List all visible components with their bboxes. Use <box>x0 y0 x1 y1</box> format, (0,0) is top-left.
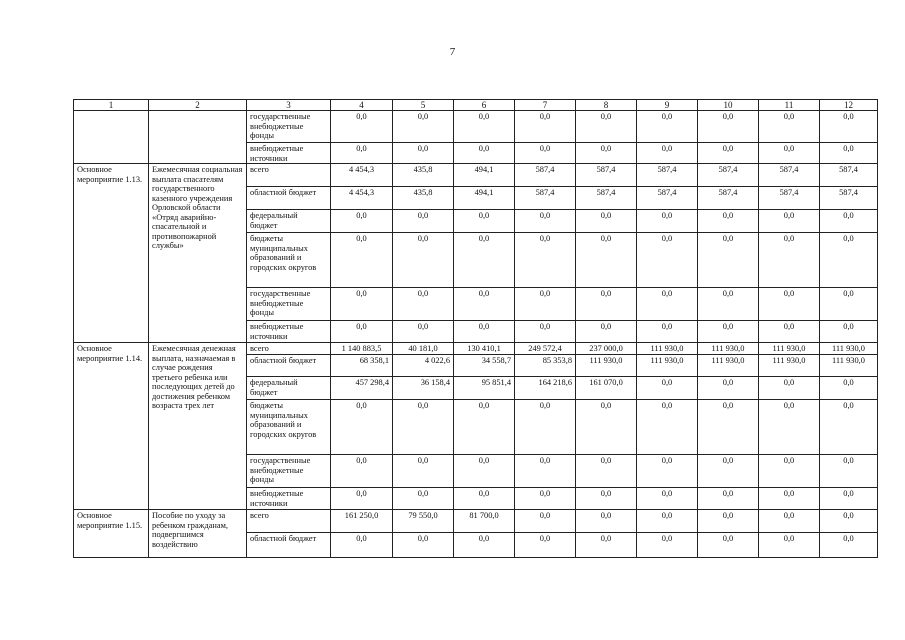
amount-cell: 0,0 <box>820 321 878 343</box>
budget-table <box>73 99 878 558</box>
amount-cell: 79 550,0 <box>393 510 454 533</box>
amount-cell: 111 930,0 <box>698 355 759 377</box>
amount-cell: 0,0 <box>515 288 576 321</box>
amount-cell: 0,0 <box>698 143 759 164</box>
amount-cell: 0,0 <box>331 400 393 455</box>
amount-cell: 36 158,4 <box>393 377 454 400</box>
amount-cell: 0,0 <box>576 233 637 288</box>
amount-cell: 0,0 <box>698 233 759 288</box>
funding-source-cell: внебюджетные источники <box>247 321 331 343</box>
header-cell: 6 <box>454 100 515 111</box>
amount-cell: 4 454,3 <box>331 187 393 210</box>
amount-cell: 34 558,7 <box>454 355 515 377</box>
amount-cell: 0,0 <box>454 143 515 164</box>
amount-cell: 0,0 <box>331 321 393 343</box>
amount-cell: 0,0 <box>393 533 454 558</box>
table-row <box>74 164 878 187</box>
header-cell: 8 <box>576 100 637 111</box>
amount-cell: 0,0 <box>759 533 820 558</box>
funding-source-cell: бюджеты муниципальных образований и городских округов <box>247 400 331 455</box>
amount-cell: 0,0 <box>393 111 454 143</box>
amount-cell: 0,0 <box>759 233 820 288</box>
amount-cell: 0,0 <box>454 455 515 488</box>
amount-cell: 0,0 <box>576 533 637 558</box>
amount-cell: 130 410,1 <box>454 343 515 355</box>
amount-cell: 0,0 <box>759 111 820 143</box>
amount-cell: 0,0 <box>576 510 637 533</box>
amount-cell: 111 930,0 <box>759 343 820 355</box>
header-cell: 5 <box>393 100 454 111</box>
funding-source-cell: внебюджетные источники <box>247 143 331 164</box>
amount-cell: 0,0 <box>576 455 637 488</box>
amount-cell: 0,0 <box>759 321 820 343</box>
amount-cell: 0,0 <box>820 510 878 533</box>
amount-cell: 0,0 <box>820 400 878 455</box>
amount-cell: 0,0 <box>454 400 515 455</box>
amount-cell: 0,0 <box>331 111 393 143</box>
amount-cell: 435,8 <box>393 187 454 210</box>
funding-source-cell: государственные внебюджетные фонды <box>247 455 331 488</box>
amount-cell: 0,0 <box>393 288 454 321</box>
amount-cell: 0,0 <box>454 321 515 343</box>
amount-cell: 111 930,0 <box>637 343 698 355</box>
amount-cell: 587,4 <box>698 187 759 210</box>
amount-cell: 0,0 <box>515 321 576 343</box>
amount-cell: 0,0 <box>515 400 576 455</box>
amount-cell: 0,0 <box>393 488 454 510</box>
amount-cell: 0,0 <box>820 111 878 143</box>
amount-cell: 0,0 <box>393 233 454 288</box>
amount-cell: 0,0 <box>515 111 576 143</box>
amount-cell: 111 930,0 <box>759 355 820 377</box>
amount-cell: 0,0 <box>331 143 393 164</box>
amount-cell: 111 930,0 <box>637 355 698 377</box>
amount-cell: 68 358,1 <box>331 355 393 377</box>
amount-cell: 0,0 <box>820 288 878 321</box>
funding-source-cell: государственные внебюджетные фонды <box>247 111 331 143</box>
header-cell: 12 <box>820 100 878 111</box>
amount-cell: 587,4 <box>576 164 637 187</box>
amount-cell: 494,1 <box>454 187 515 210</box>
amount-cell: 0,0 <box>515 233 576 288</box>
amount-cell: 0,0 <box>515 143 576 164</box>
amount-cell: 0,0 <box>393 321 454 343</box>
funding-source-cell: государственные внебюджетные фонды <box>247 288 331 321</box>
amount-cell: 0,0 <box>393 455 454 488</box>
amount-cell: 0,0 <box>820 533 878 558</box>
amount-cell: 0,0 <box>759 143 820 164</box>
amount-cell: 0,0 <box>637 321 698 343</box>
measure-description-cell: Пособие по уходу за ребенком гражданам, подвергшимся воздействию <box>149 510 247 558</box>
amount-cell: 0,0 <box>637 400 698 455</box>
amount-cell: 0,0 <box>698 210 759 233</box>
amount-cell: 95 851,4 <box>454 377 515 400</box>
amount-cell: 0,0 <box>698 321 759 343</box>
amount-cell: 587,4 <box>820 187 878 210</box>
amount-cell: 111 930,0 <box>698 343 759 355</box>
amount-cell: 587,4 <box>759 187 820 210</box>
amount-cell: 1 140 883,5 <box>331 343 393 355</box>
amount-cell: 0,0 <box>454 233 515 288</box>
amount-cell: 587,4 <box>515 187 576 210</box>
amount-cell: 0,0 <box>759 400 820 455</box>
amount-cell: 40 181,0 <box>393 343 454 355</box>
amount-cell: 111 930,0 <box>820 343 878 355</box>
header-cell: 9 <box>637 100 698 111</box>
amount-cell: 0,0 <box>698 455 759 488</box>
amount-cell: 85 353,8 <box>515 355 576 377</box>
amount-cell: 0,0 <box>637 210 698 233</box>
amount-cell: 435,8 <box>393 164 454 187</box>
amount-cell: 0,0 <box>637 488 698 510</box>
measure-name-cell: Основное мероприятие 1.15. <box>74 510 149 558</box>
amount-cell: 0,0 <box>637 233 698 288</box>
amount-cell: 587,4 <box>576 187 637 210</box>
amount-cell: 0,0 <box>331 233 393 288</box>
table-row <box>74 510 878 533</box>
amount-cell: 0,0 <box>637 143 698 164</box>
amount-cell: 0,0 <box>698 510 759 533</box>
measure-description-cell <box>149 111 247 164</box>
amount-cell: 0,0 <box>698 111 759 143</box>
amount-cell: 0,0 <box>454 210 515 233</box>
amount-cell: 0,0 <box>759 488 820 510</box>
amount-cell: 161 070,0 <box>576 377 637 400</box>
amount-cell: 237 000,0 <box>576 343 637 355</box>
amount-cell: 0,0 <box>820 488 878 510</box>
amount-cell: 0,0 <box>637 111 698 143</box>
amount-cell: 0,0 <box>698 533 759 558</box>
amount-cell: 0,0 <box>515 488 576 510</box>
measure-description-cell: Ежемесячная денежная выплата, назначаемая в случае рождения третьего ребенка или последующих детей до достижения ребенком возраста трех лет <box>149 343 247 510</box>
amount-cell: 0,0 <box>454 533 515 558</box>
measure-name-cell <box>74 111 149 164</box>
amount-cell: 0,0 <box>637 377 698 400</box>
amount-cell: 0,0 <box>759 455 820 488</box>
funding-source-cell: внебюджетные источники <box>247 488 331 510</box>
amount-cell: 0,0 <box>576 488 637 510</box>
funding-source-cell: областной бюджет <box>247 533 331 558</box>
header-cell: 10 <box>698 100 759 111</box>
funding-source-cell: федеральный бюджет <box>247 210 331 233</box>
header-row <box>74 100 878 111</box>
amount-cell: 0,0 <box>820 143 878 164</box>
table-row <box>74 111 878 143</box>
measure-name-cell: Основное мероприятие 1.14. <box>74 343 149 510</box>
amount-cell: 0,0 <box>698 488 759 510</box>
amount-cell: 0,0 <box>759 210 820 233</box>
amount-cell: 0,0 <box>331 533 393 558</box>
amount-cell: 0,0 <box>637 455 698 488</box>
amount-cell: 0,0 <box>759 510 820 533</box>
amount-cell: 0,0 <box>515 210 576 233</box>
amount-cell: 0,0 <box>637 288 698 321</box>
amount-cell: 0,0 <box>454 488 515 510</box>
amount-cell: 587,4 <box>698 164 759 187</box>
amount-cell: 0,0 <box>576 321 637 343</box>
amount-cell: 0,0 <box>454 288 515 321</box>
amount-cell: 0,0 <box>515 510 576 533</box>
funding-source-cell: федеральный бюджет <box>247 377 331 400</box>
funding-source-cell: всего <box>247 343 331 355</box>
amount-cell: 164 218,6 <box>515 377 576 400</box>
amount-cell: 0,0 <box>820 233 878 288</box>
amount-cell: 587,4 <box>759 164 820 187</box>
amount-cell: 0,0 <box>576 210 637 233</box>
page-number: 7 <box>449 46 456 58</box>
amount-cell: 0,0 <box>515 533 576 558</box>
amount-cell: 0,0 <box>331 210 393 233</box>
amount-cell: 0,0 <box>759 377 820 400</box>
amount-cell: 0,0 <box>637 533 698 558</box>
amount-cell: 587,4 <box>820 164 878 187</box>
funding-source-cell: областной бюджет <box>247 355 331 377</box>
header-cell: 3 <box>247 100 331 111</box>
header-cell: 1 <box>74 100 149 111</box>
amount-cell: 0,0 <box>393 400 454 455</box>
measure-name-cell: Основное мероприятие 1.13. <box>74 164 149 343</box>
funding-source-cell: всего <box>247 164 331 187</box>
amount-cell: 0,0 <box>698 377 759 400</box>
amount-cell: 457 298,4 <box>331 377 393 400</box>
amount-cell: 0,0 <box>393 210 454 233</box>
amount-cell: 111 930,0 <box>576 355 637 377</box>
amount-cell: 249 572,4 <box>515 343 576 355</box>
amount-cell: 4 454,3 <box>331 164 393 187</box>
amount-cell: 0,0 <box>698 400 759 455</box>
amount-cell: 0,0 <box>576 143 637 164</box>
amount-cell: 0,0 <box>820 455 878 488</box>
funding-source-cell: всего <box>247 510 331 533</box>
amount-cell: 0,0 <box>759 288 820 321</box>
funding-source-cell: бюджеты муниципальных образований и городских округов <box>247 233 331 288</box>
amount-cell: 0,0 <box>637 510 698 533</box>
amount-cell: 0,0 <box>393 143 454 164</box>
header-cell: 7 <box>515 100 576 111</box>
amount-cell: 111 930,0 <box>820 355 878 377</box>
header-cell: 2 <box>149 100 247 111</box>
amount-cell: 0,0 <box>331 488 393 510</box>
measure-description-cell: Ежемесячная социальная выплата спасателям государственного казенного учреждения Орловской области «Отряд аварийно-спасательной и противопожарной службы» <box>149 164 247 343</box>
amount-cell: 0,0 <box>331 455 393 488</box>
amount-cell: 0,0 <box>331 288 393 321</box>
amount-cell: 0,0 <box>698 288 759 321</box>
amount-cell: 587,4 <box>637 187 698 210</box>
amount-cell: 587,4 <box>515 164 576 187</box>
amount-cell: 0,0 <box>515 455 576 488</box>
header-cell: 11 <box>759 100 820 111</box>
amount-cell: 161 250,0 <box>331 510 393 533</box>
amount-cell: 0,0 <box>576 400 637 455</box>
amount-cell: 0,0 <box>820 210 878 233</box>
funding-source-cell: областной бюджет <box>247 187 331 210</box>
amount-cell: 494,1 <box>454 164 515 187</box>
amount-cell: 0,0 <box>576 288 637 321</box>
amount-cell: 0,0 <box>576 111 637 143</box>
amount-cell: 0,0 <box>820 377 878 400</box>
amount-cell: 0,0 <box>454 111 515 143</box>
amount-cell: 4 022,6 <box>393 355 454 377</box>
header-cell: 4 <box>331 100 393 111</box>
amount-cell: 587,4 <box>637 164 698 187</box>
amount-cell: 81 700,0 <box>454 510 515 533</box>
table-row <box>74 343 878 355</box>
